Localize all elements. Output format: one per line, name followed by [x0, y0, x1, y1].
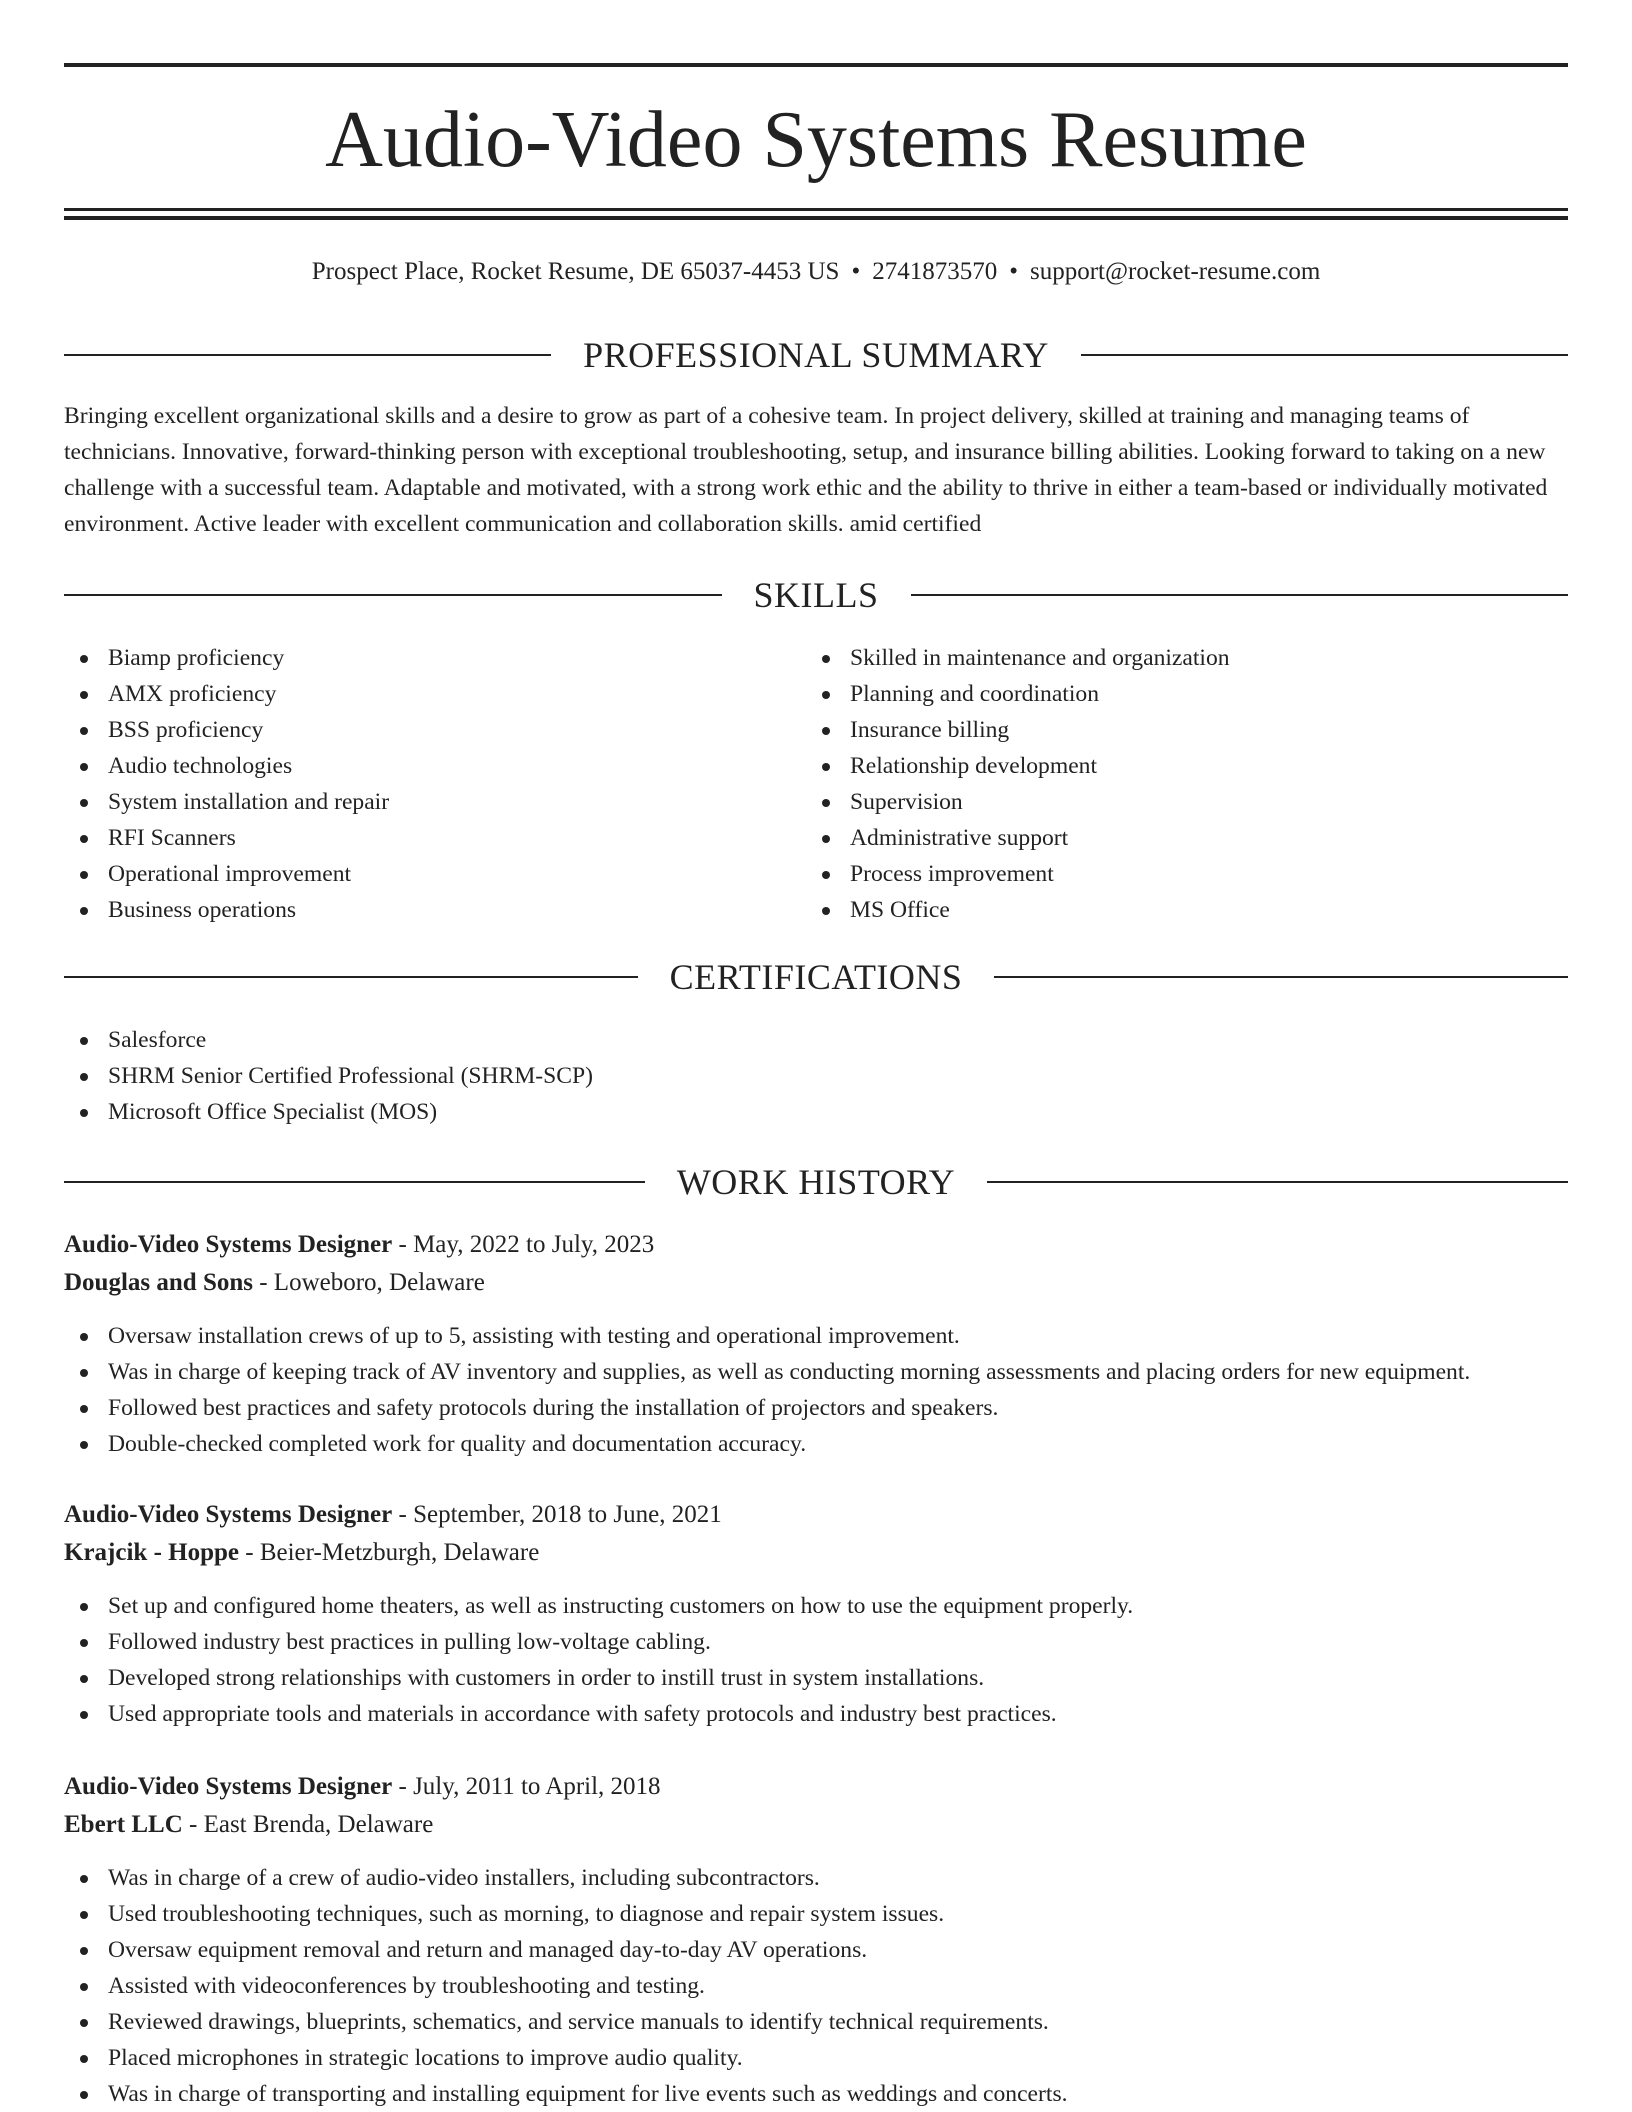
list-item: Audio technologies: [64, 748, 804, 784]
list-item: Oversaw installation crews of up to 5, assisting with testing and operational improvement.: [64, 1318, 1568, 1354]
section-heading-skills: [64, 571, 1568, 619]
list-item: Planning and coordination: [806, 676, 1546, 712]
list-item: Followed industry best practices in pulling low-voltage cabling.: [64, 1624, 1568, 1660]
summary-text: Bringing excellent organizational skills and a desire to grow as part of a cohesive team. In project delivery, skilled at training and managing teams of technicians. Innovative, forward-thinking person with exceptional troubleshooting, setup, and insurance billing abilities. Looking forward to taking on a new challenge with a successful team. Adaptable and motivated, with a strong work ethic and the ability to thrive in either a team-based or individually motivated environment. Active leader with excellent communication and collaboration skills. amid certified: [64, 403, 1548, 537]
list-item: Operational improvement: [64, 856, 804, 892]
list-item: Was in charge of keeping track of AV inventory and supplies, as well as conducting morning assessments and placing orders for new equipment.: [64, 1354, 1568, 1390]
job-location: - East Brenda, Delaware: [182, 1811, 434, 1838]
header-bottom-rule-1: [64, 208, 1568, 211]
job-bullets: [64, 1588, 1568, 1732]
job-entry-3: [64, 1768, 1568, 2112]
job-title-line: [64, 1768, 1568, 1806]
section-rule: [987, 1181, 1568, 1183]
job-company-line: [64, 1806, 1568, 1844]
list-item: Placed microphones in strategic locations to improve audio quality.: [64, 2040, 1568, 2076]
section-rule: [64, 354, 551, 356]
section-heading-summary: [64, 331, 1568, 379]
job-title: Audio-Video Systems Designer: [64, 1231, 393, 1258]
section-rule: [1081, 354, 1568, 356]
job-company: Krajcik - Hoppe: [64, 1539, 239, 1566]
job-entry-2: [64, 1496, 1568, 1732]
section-rule: [994, 976, 1568, 978]
contact-line: [64, 254, 1568, 290]
list-item: Double-checked completed work for quality and documentation accuracy.: [64, 1426, 1568, 1462]
list-item: Supervision: [806, 784, 1546, 820]
job-location: - Loweboro, Delaware: [252, 1269, 485, 1296]
list-item: Skilled in maintenance and organization: [806, 640, 1546, 676]
list-item: Insurance billing: [806, 712, 1546, 748]
list-item: Was in charge of a crew of audio-video installers, including subcontractors.: [64, 1860, 1568, 1896]
job-company-line: [64, 1264, 1568, 1302]
contact-email: support@rocket-resume.com: [1029, 258, 1321, 285]
job-title-line: [64, 1496, 1568, 1534]
list-item: Developed strong relationships with customers in order to instill trust in system installations.: [64, 1660, 1568, 1696]
job-title: Audio-Video Systems Designer: [64, 1773, 393, 1800]
job-title: Audio-Video Systems Designer: [64, 1501, 393, 1528]
list-item: Set up and configured home theaters, as well as instructing customers on how to use the equipment properly.: [64, 1588, 1568, 1624]
list-item: Process improvement: [806, 856, 1546, 892]
list-item: Reviewed drawings, blueprints, schematics, and service manuals to identify technical requirements.: [64, 2004, 1568, 2040]
job-company: Ebert LLC: [64, 1811, 183, 1838]
section-heading-certifications: [64, 953, 1568, 1001]
job-company-line: [64, 1534, 1568, 1572]
list-item: Followed best practices and safety protocols during the installation of projectors and speakers.: [64, 1390, 1568, 1426]
list-item: Was in charge of transporting and installing equipment for live events such as weddings and concerts.: [64, 2076, 1568, 2112]
list-item: SHRM Senior Certified Professional (SHRM-SCP): [64, 1058, 593, 1094]
job-dates: - September, 2018 to June, 2021: [392, 1501, 722, 1528]
section-rule: [911, 594, 1569, 596]
list-item: Administrative support: [806, 820, 1546, 856]
list-item: Oversaw equipment removal and return and managed day-to-day AV operations.: [64, 1932, 1568, 1968]
section-rule: [64, 594, 722, 596]
list-item: Salesforce: [64, 1022, 593, 1058]
section-rule: [64, 1181, 645, 1183]
list-item: BSS proficiency: [64, 712, 804, 748]
list-item: Biamp proficiency: [64, 640, 804, 676]
job-dates: - July, 2011 to April, 2018: [392, 1773, 661, 1800]
contact-separator: •: [851, 258, 861, 285]
list-item: Relationship development: [806, 748, 1546, 784]
job-title-line: [64, 1226, 1568, 1264]
section-title: CERTIFICATIONS: [669, 957, 963, 997]
section-heading-work-history: [64, 1158, 1568, 1206]
job-bullets: [64, 1318, 1568, 1462]
skills-list-right: [806, 640, 1546, 928]
list-item: Assisted with videoconferences by troubleshooting and testing.: [64, 1968, 1568, 2004]
job-bullets: [64, 1860, 1568, 2112]
list-item: Used troubleshooting techniques, such as morning, to diagnose and repair system issues.: [64, 1896, 1568, 1932]
job-location: - Beier-Metzburgh, Delaware: [239, 1539, 540, 1566]
resume-title: Audio-Video Systems Resume: [325, 96, 1307, 184]
job-company: Douglas and Sons: [64, 1269, 253, 1296]
list-item: Microsoft Office Specialist (MOS): [64, 1094, 593, 1130]
list-item: System installation and repair: [64, 784, 804, 820]
section-rule: [64, 976, 638, 978]
list-item: Used appropriate tools and materials in accordance with safety protocols and industry best practices.: [64, 1696, 1568, 1732]
header-top-rule: [64, 63, 1568, 67]
contact-separator: •: [1009, 258, 1018, 285]
section-title: PROFESSIONAL SUMMARY: [583, 335, 1049, 375]
job-dates: - May, 2022 to July, 2023: [392, 1231, 655, 1258]
contact-phone: 2741873570: [872, 258, 998, 285]
list-item: MS Office: [806, 892, 1546, 928]
section-title: WORK HISTORY: [676, 1162, 956, 1202]
certifications-list: [64, 1022, 593, 1130]
section-title: SKILLS: [753, 575, 879, 615]
contact-address: Prospect Place, Rocket Resume, DE 65037-4453 US: [311, 258, 840, 285]
header-bottom-rule-2: [64, 216, 1568, 220]
list-item: Business operations: [64, 892, 804, 928]
list-item: AMX proficiency: [64, 676, 804, 712]
job-entry-1: [64, 1226, 1568, 1462]
list-item: RFI Scanners: [64, 820, 804, 856]
skills-list-left: [64, 640, 804, 928]
